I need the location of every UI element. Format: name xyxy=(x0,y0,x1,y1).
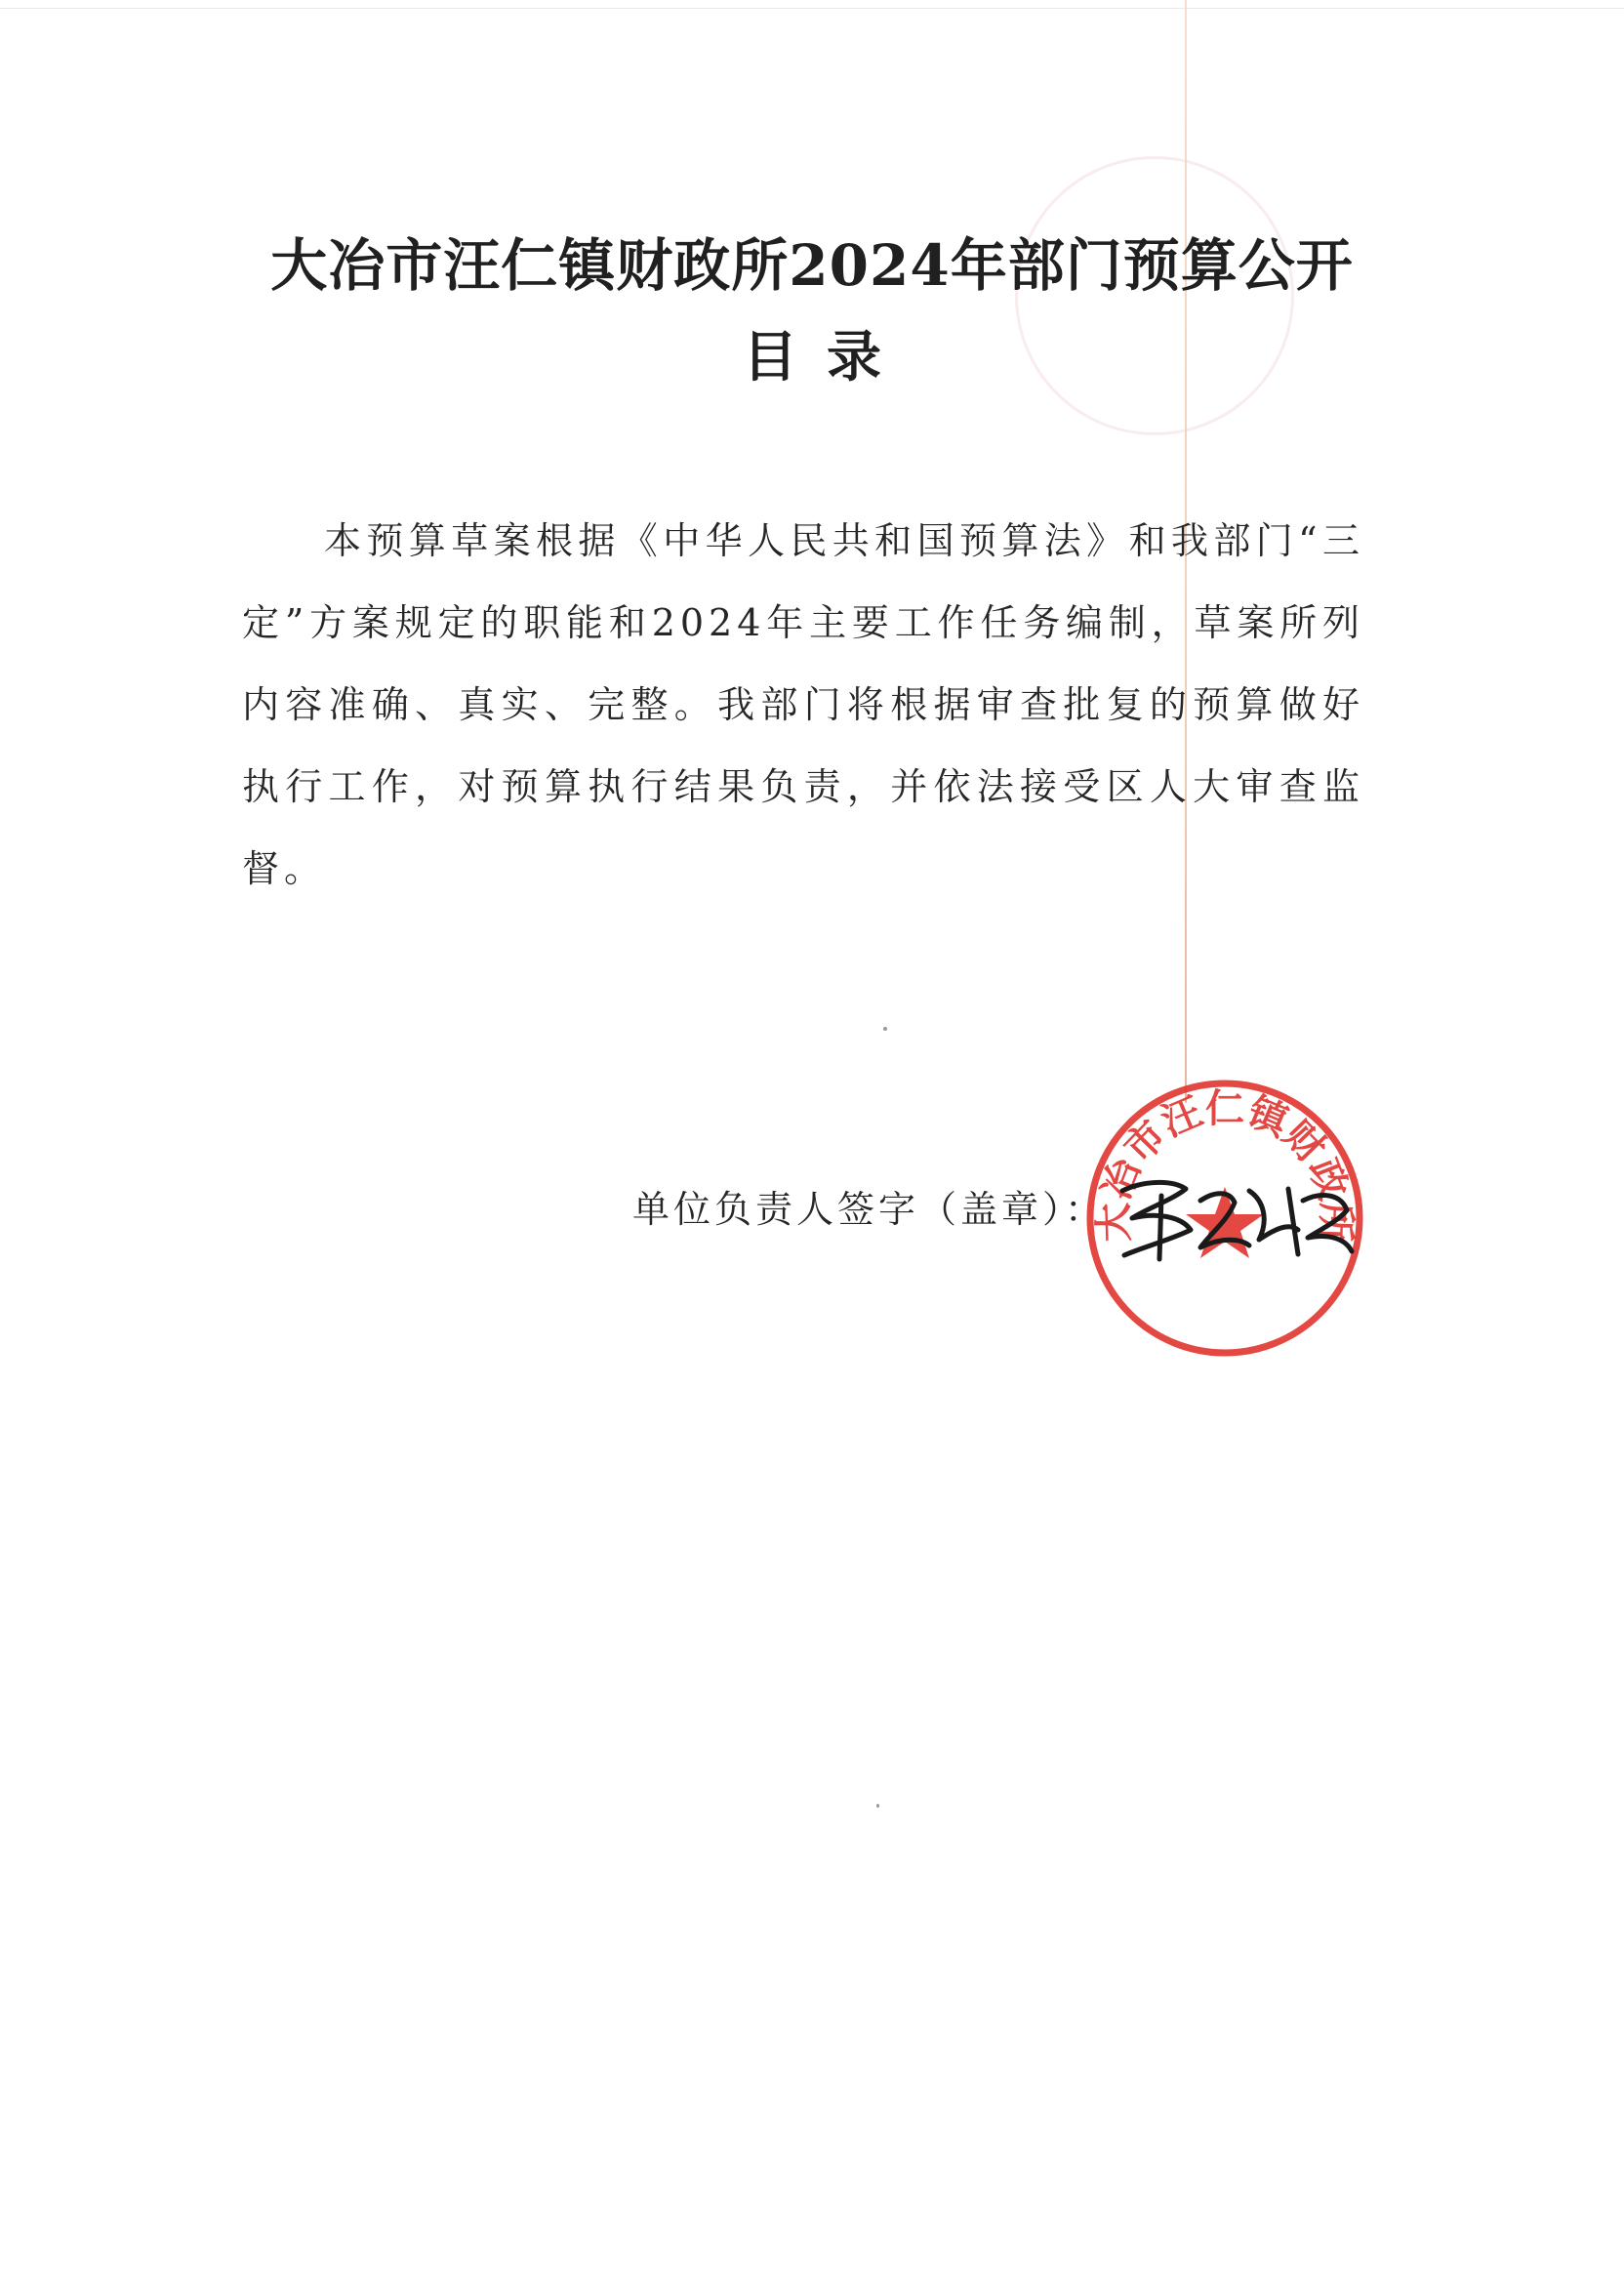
document-subtitle: 目录 xyxy=(743,325,911,389)
handwritten-signature xyxy=(1103,1162,1366,1269)
page-top-edge xyxy=(0,8,1624,9)
body-paragraph: 本预算草案根据《中华人民共和国预算法》和我部门“三定”方案规定的职能和2024年主要工作任务编制，草案所列内容准确、真实、完整。我部门将根据审查批复的预算做好执行工作，对预算执行结果负责，并依法接受区人大审查监督。 xyxy=(242,519,1364,890)
svg-text:大冶市汪仁镇财政所: 大冶市汪仁镇财政所 xyxy=(1091,1085,1359,1243)
signature-label: 单位负责人签字（盖章）： xyxy=(632,1188,1107,1231)
document-title: 大冶市汪仁镇财政所2024年部门预算公开 xyxy=(270,232,1354,299)
scan-speck xyxy=(883,1027,887,1031)
scan-speck xyxy=(876,1804,879,1808)
